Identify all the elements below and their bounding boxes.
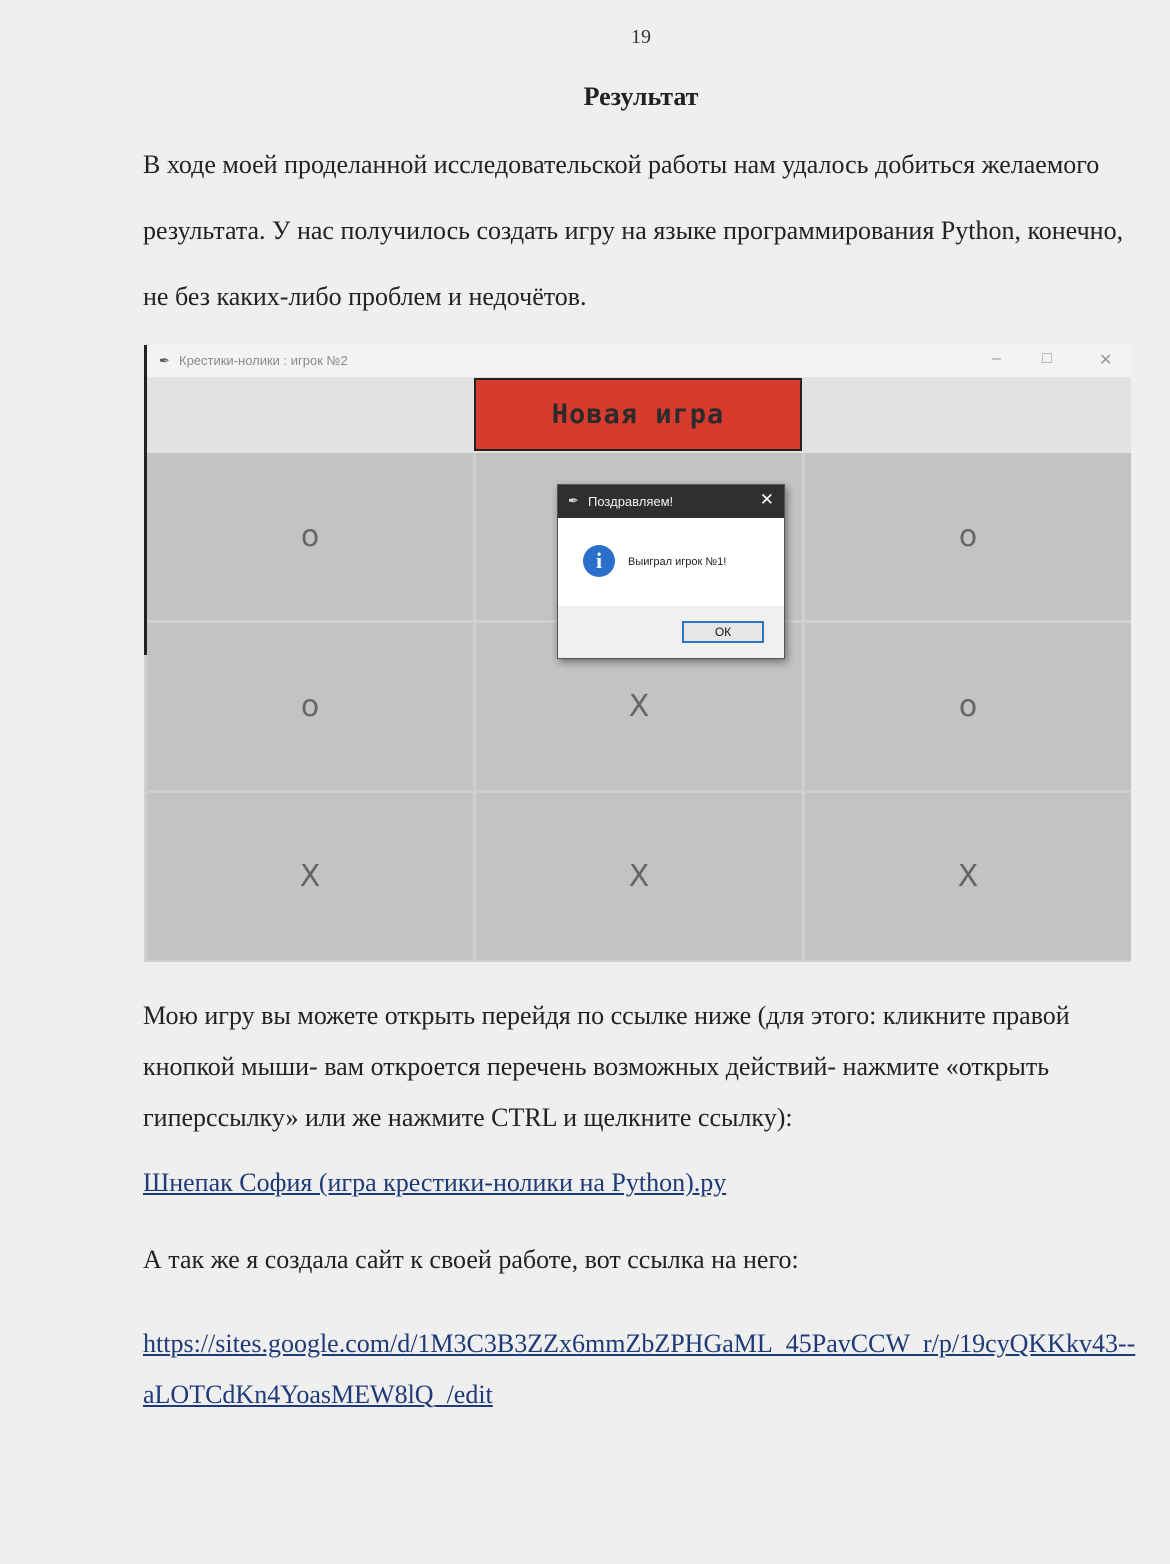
minimize-icon[interactable]: – [992,350,1001,367]
close-icon[interactable]: ✕ [1099,352,1113,369]
dialog-title: Поздравляем! [588,494,674,509]
board-cell[interactable]: о [805,623,1131,790]
congrats-dialog [557,484,785,659]
close-icon[interactable]: ✕ [759,490,774,509]
board-cell[interactable]: о [147,623,473,790]
game-file-link[interactable]: Шнепак София (игра крестики-нолики на Python).py [143,1168,727,1197]
new-game-button[interactable]: Новая игра [474,378,802,451]
maximize-icon[interactable]: □ [1042,350,1052,367]
board-cell[interactable]: о [147,453,473,620]
board-cell[interactable]: X [147,793,473,960]
window-title: Крестики-нолики : игрок №2 [179,353,348,368]
dialog-body [558,518,784,606]
dialog-message: Выиграл игрок №1! [628,556,727,568]
board-cell[interactable]: X [805,793,1131,960]
feather-icon: ✒ [568,493,579,508]
board-cell[interactable]: о [805,453,1131,620]
board-cell[interactable]: X [476,623,802,790]
paragraph-instructions: Мою игру вы можете открыть перейдя по ссылке ниже (для этого: кликните правой кнопкой мыши- вам откроется перечень возможных действий- нажмите «открыть гиперссылку» или же нажмите CTRL и щелкните ссылку): [143,1001,1070,1132]
board-cell[interactable]: X [476,793,802,960]
dialog-titlebar [558,485,784,518]
page-heading: Результат [583,82,699,111]
paragraph-site: А так же я создала сайт к своей работе, вот ссылка на него: [143,1245,799,1274]
info-icon: i [583,545,615,577]
page-number: 19 [631,26,651,48]
feather-icon: ✒ [159,353,170,368]
paragraph-intro: В ходе моей проделанной исследовательской работы нам удалось добиться желаемого результата. У нас получилось создать игру на языке программирования Python, конечно, не без каких-либо проблем и недочётов. [143,150,1124,311]
ok-button[interactable]: ОК [682,621,764,643]
site-link[interactable]: https://sites.google.com/d/1M3C3B3ZZx6mmZbZPHGaML_45PavCCW_r/p/19cyQKKkv43--aLOTCdKn4YoasMEW8lQ_/edit [143,1329,1136,1409]
window-titlebar [147,345,1131,377]
